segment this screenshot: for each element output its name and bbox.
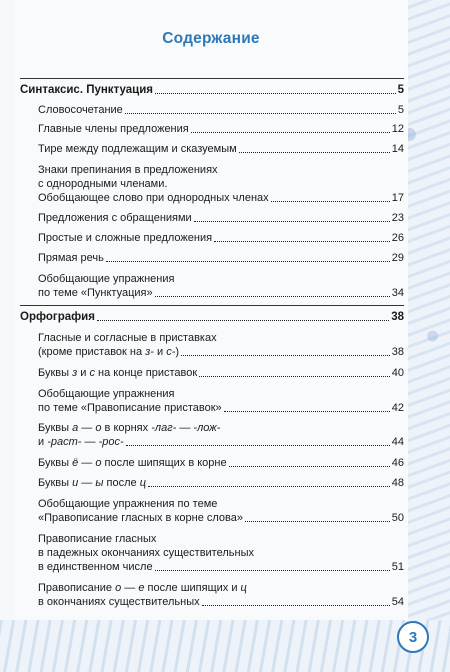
text-part: — xyxy=(176,422,194,434)
leader-dots xyxy=(245,521,390,522)
page-ref: 44 xyxy=(391,436,404,448)
entry-label: в единственном числе xyxy=(38,561,153,573)
leader-dots xyxy=(155,296,390,297)
page-title: Содержание xyxy=(162,30,260,47)
italic-part: и xyxy=(72,477,79,489)
leader-dots xyxy=(271,201,390,202)
page-ref: 14 xyxy=(391,143,404,155)
leader-dots xyxy=(229,466,390,467)
italic-part: ё xyxy=(72,457,79,469)
text-part: Буквы xyxy=(38,367,73,379)
page-number-badge: 3 xyxy=(397,621,429,653)
entry-label: Словосочетание xyxy=(38,104,123,116)
entry-label xyxy=(38,435,124,449)
page-ref: 40 xyxy=(391,367,404,379)
decorative-border-bottom xyxy=(0,620,450,672)
text-part: в корнях xyxy=(101,422,152,434)
italic-part: о xyxy=(95,457,102,469)
section-label: Орфография xyxy=(20,311,95,323)
entry-label: Прямая речь xyxy=(38,252,104,264)
leader-dots xyxy=(126,445,390,446)
italic-part: -лаг- xyxy=(151,422,177,434)
toc-entry xyxy=(38,497,404,525)
entry-label xyxy=(38,345,179,359)
entry-line: Обобщающие упражнения xyxy=(38,273,175,285)
page-ref: 26 xyxy=(391,232,404,244)
entry-line: Обобщающие упражнения по теме xyxy=(38,498,218,510)
text-part: Буквы xyxy=(38,422,73,434)
page-ref: 38 xyxy=(391,346,404,358)
section-rule xyxy=(20,305,404,306)
entry-label: Предложения с обращениями xyxy=(38,212,192,224)
toc-entry xyxy=(38,122,404,136)
entry-label xyxy=(38,456,227,470)
leader-dots xyxy=(239,152,390,153)
entry-label: Тире между подлежащим и сказуемым xyxy=(38,143,237,155)
page-ref: 23 xyxy=(391,212,404,224)
text-part: Буквы xyxy=(38,457,73,469)
italic-part: -раст- xyxy=(47,436,82,448)
text-part: — xyxy=(78,422,96,434)
leader-dots xyxy=(106,261,390,262)
leader-dots xyxy=(181,355,390,356)
leader-dots xyxy=(148,486,390,487)
text-part: — xyxy=(78,477,96,489)
toc-entry xyxy=(38,387,404,415)
text-part: после xyxy=(103,477,140,489)
entry-label: по теме «Пунктуация» xyxy=(38,287,153,299)
italic-part: -лож- xyxy=(193,422,221,434)
italic-part: -рос- xyxy=(98,436,124,448)
leader-dots xyxy=(155,93,396,94)
section-syntax xyxy=(20,83,404,97)
entry-label: по теме «Правописание приставок» xyxy=(38,402,222,414)
text-part: и xyxy=(153,346,167,358)
entry-label: Простые и сложные предложения xyxy=(38,232,213,244)
text-part: и xyxy=(38,436,48,448)
page-ref: 5 xyxy=(397,84,404,96)
page-ref: 48 xyxy=(391,477,404,489)
page-ref: 12 xyxy=(391,123,404,135)
italic-part: а xyxy=(72,422,79,434)
page-ref: 46 xyxy=(391,457,404,469)
entry-label xyxy=(38,366,197,380)
leader-dots xyxy=(199,376,390,377)
toc-entry xyxy=(38,142,404,156)
toc-entry xyxy=(38,331,404,359)
leader-dots xyxy=(125,113,396,114)
entry-label: Главные члены предложения xyxy=(38,123,189,135)
entry-line xyxy=(38,421,404,435)
section-label: Синтаксис. Пунктуация xyxy=(20,84,153,96)
toc-entry xyxy=(38,581,404,609)
table-of-contents xyxy=(14,0,408,620)
page-ref: 51 xyxy=(391,561,404,573)
toc-entry xyxy=(38,211,404,225)
italic-part: с xyxy=(89,367,95,379)
italic-part: с- xyxy=(166,346,176,358)
entry-line: с однородными членами. xyxy=(38,178,168,190)
page-ref: 38 xyxy=(391,311,404,323)
leader-dots xyxy=(194,221,390,222)
page-ref: 29 xyxy=(391,252,404,264)
italic-part: ц xyxy=(139,477,146,489)
text-part: Буквы xyxy=(38,477,73,489)
text-part: — xyxy=(78,457,96,469)
text-part: — xyxy=(121,582,139,594)
leader-dots xyxy=(214,241,390,242)
entry-line: Гласные и согласные в приставках xyxy=(38,332,217,344)
entry-line: в падежных окончаниях существительных xyxy=(38,547,254,559)
toc-entry xyxy=(38,231,404,245)
leader-dots xyxy=(191,132,390,133)
italic-part: з xyxy=(72,367,78,379)
italic-part: з- xyxy=(145,346,154,358)
text-part: после шипящих в корне xyxy=(101,457,227,469)
page-ref: 42 xyxy=(391,402,404,414)
page-ref: 54 xyxy=(391,596,404,608)
leader-dots xyxy=(224,411,390,412)
leader-dots xyxy=(202,605,390,606)
italic-part: е xyxy=(138,582,145,594)
leader-dots xyxy=(97,320,389,321)
entry-label xyxy=(38,476,146,490)
text-part: после шипящих и xyxy=(144,582,241,594)
toc-entry xyxy=(38,532,404,574)
italic-part: о xyxy=(115,582,122,594)
text-part: Правописание xyxy=(38,582,116,594)
text-part: — xyxy=(81,436,99,448)
toc-entry xyxy=(38,476,404,490)
toc-entry xyxy=(38,163,404,205)
text-part: (кроме приставок на xyxy=(38,346,146,358)
entry-label: Обобщающее слово при однородных членах xyxy=(38,192,269,204)
toc-entry xyxy=(38,272,404,300)
text-part: ) xyxy=(175,346,180,358)
italic-part: ы xyxy=(95,477,104,489)
entry-line: Обобщающие упражнения xyxy=(38,388,175,400)
section-orthography xyxy=(20,310,404,324)
toc-entry xyxy=(38,366,404,380)
entry-line: Знаки препинания в предложениях xyxy=(38,164,218,176)
entry-line: Правописание гласных xyxy=(38,533,157,545)
toc-entry xyxy=(38,421,404,449)
entry-label: в окончаниях существительных xyxy=(38,596,200,608)
page-ref: 34 xyxy=(391,287,404,299)
page-ref: 5 xyxy=(397,104,404,116)
text-part: и xyxy=(77,367,90,379)
italic-part: ц xyxy=(240,582,247,594)
entry-line xyxy=(38,581,404,595)
toc-entry xyxy=(38,103,404,117)
page-ref: 50 xyxy=(391,512,404,524)
italic-part: о xyxy=(95,422,102,434)
entry-label: «Правописание гласных в корне слова» xyxy=(38,512,243,524)
page-ref: 17 xyxy=(391,192,404,204)
leader-dots xyxy=(155,570,390,571)
section-rule xyxy=(20,78,404,79)
text-part: на конце приставок xyxy=(95,367,198,379)
toc-entry xyxy=(38,251,404,265)
toc-entry xyxy=(38,456,404,470)
